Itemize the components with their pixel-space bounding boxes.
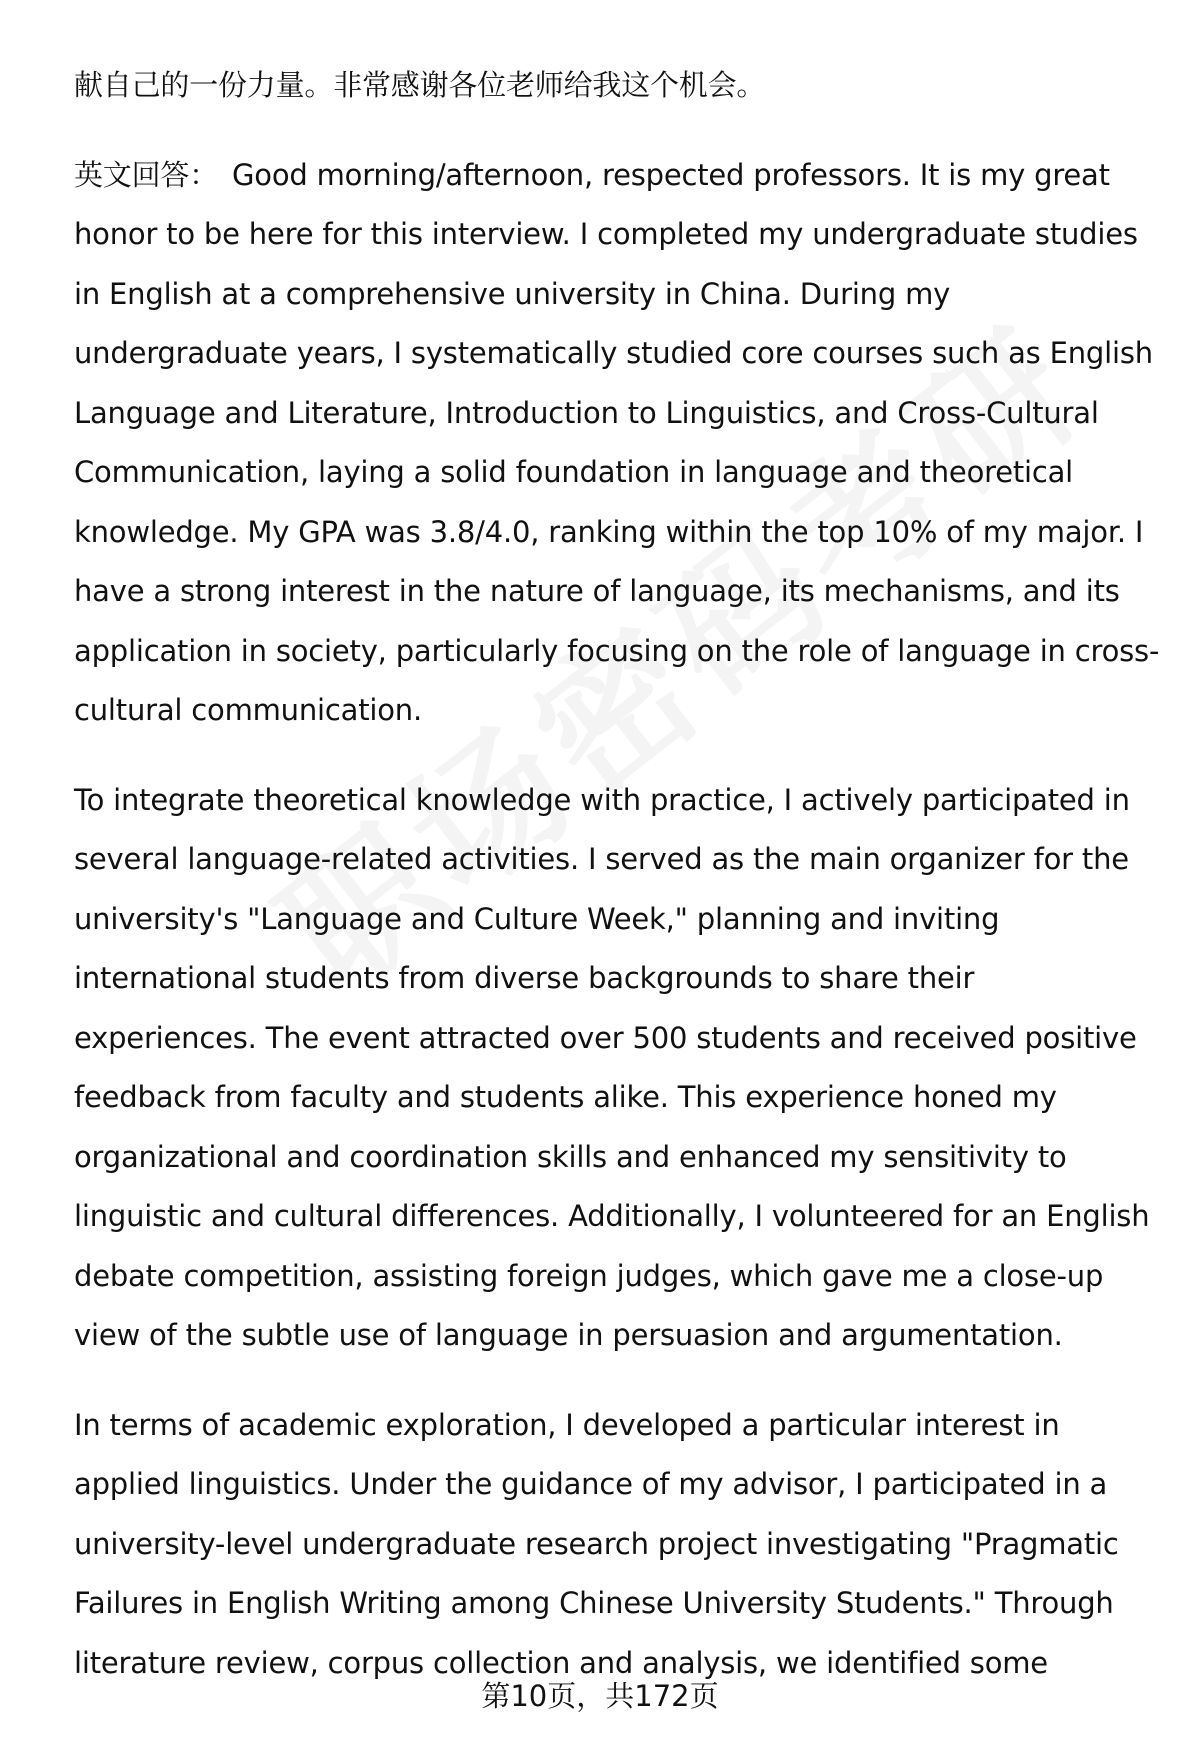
document-body <box>74 56 1164 1693</box>
paragraph-3: In terms of academic exploration, I developed a particular interest in applied linguistics. Under the guidance of my advisor, I participated in a university-level undergraduate research project investigating "Pragmatic Failures in English Writing among Chinese University Students." Through literature review, corpus collection and analysis, we identified some <box>74 1407 1119 1680</box>
paragraph-1 <box>74 146 1164 741</box>
paragraph-1-text: Good morning/afternoon, respected professors. It is my great honor to be here for this interview. I completed my undergraduate studies in English at a comprehensive university in China. During my undergraduate years, I systematically studied core courses such as English Language and Literature, Introduction to Linguistics, and Cross-Cultural Communication, laying a solid foundation in language and theoretical knowledge. My GPA was 3.8/4.0, ranking within the top 10% of my major. I have a strong interest in the nature of language, its mechanisms, and its application in society, particularly focusing on the role of language in cross-cultural communication. <box>74 157 1160 727</box>
english-answer-label: 英文回答： <box>74 157 219 192</box>
intro-line: 献自己的一份力量。非常感谢各位老师给我这个机会。 <box>74 68 766 102</box>
page-number-footer: 第10页，共172页 <box>481 1679 719 1713</box>
paragraph-2: To integrate theoretical knowledge with practice, I actively participated in several language-related activities. I served as the main organizer for the university's "Language and Culture Week," planning and inviting international students from diverse backgrounds to share their experiences. The event attracted over 500 students and received positive feedback from faculty and students alike. This experience honed my organizational and coordination skills and enhanced my sensitivity to linguistic and cultural differences. Additionally, I volunteered for an English debate competition, assisting foreign judges, which gave me a close-up view of the subtle use of language in persuasion and argumentation. <box>74 782 1150 1352</box>
